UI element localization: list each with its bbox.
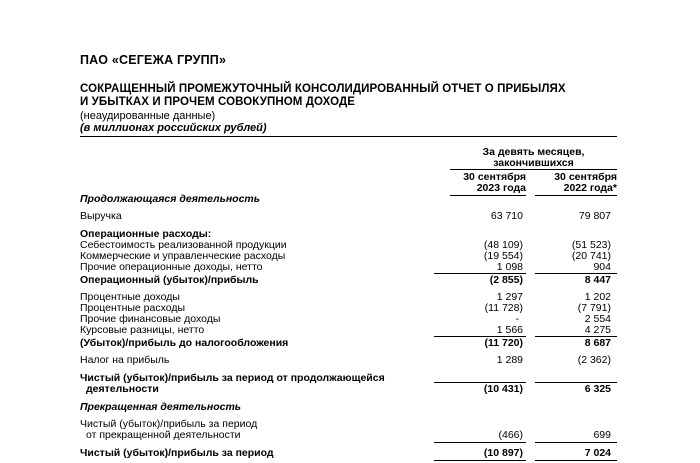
row-label: Себестоимость реализованной продукции bbox=[80, 239, 287, 251]
value-2023: - bbox=[515, 313, 519, 325]
row-label: Прочие финансовые доходы bbox=[80, 313, 221, 325]
report-subtitle: (неаудированные данные) bbox=[80, 110, 216, 122]
row-profit-before-tax bbox=[80, 337, 617, 349]
company-name: ПАО «СЕГЕЖА ГРУПП» bbox=[80, 53, 227, 67]
total-underline-2023 bbox=[434, 460, 526, 461]
col-2022-header-line1: 30 сентября bbox=[554, 171, 617, 183]
row-net-total bbox=[80, 447, 617, 459]
value-2023: (11 728) bbox=[484, 302, 523, 314]
row-label: (Убыток)/прибыль до налогообложения bbox=[80, 337, 289, 349]
value-2022: 8 447 bbox=[584, 274, 611, 286]
total-underline-2022 bbox=[535, 460, 617, 461]
value-2023: (19 554) bbox=[483, 250, 523, 262]
value-2022: 4 275 bbox=[584, 324, 611, 336]
row-label: Курсовые разницы, нетто bbox=[80, 324, 205, 336]
report-title-line2: И УБЫТКАХ И ПРОЧЕМ СОВОКУПНОМ ДОХОДЕ bbox=[80, 96, 356, 108]
row-label: Чистый (убыток)/прибыль за период bbox=[80, 447, 274, 459]
value-2022: 79 807 bbox=[578, 210, 611, 222]
value-2023: 1 297 bbox=[496, 291, 523, 303]
value-2022: (7 791) bbox=[577, 302, 611, 314]
value-2023: (10 431) bbox=[483, 383, 523, 395]
row-label: Операционные расходы: bbox=[80, 228, 212, 240]
title-divider bbox=[80, 136, 617, 137]
row-net-continuing bbox=[80, 383, 617, 395]
section-continuing bbox=[80, 193, 617, 205]
section-discontinued bbox=[80, 401, 617, 413]
row-label: Процентные доходы bbox=[80, 291, 180, 303]
value-2022: 2 554 bbox=[584, 313, 611, 325]
period-header-line1: За девять месяцев, bbox=[482, 146, 585, 158]
value-2022: (2 362) bbox=[577, 354, 611, 366]
value-2023: 63 710 bbox=[490, 210, 523, 222]
value-2023: 1 566 bbox=[496, 324, 523, 336]
value-2023: 1 289 bbox=[496, 354, 523, 366]
row-label: Коммерческие и управленческие расходы bbox=[80, 250, 286, 262]
subtotal-underline-2023 bbox=[434, 442, 526, 443]
row-revenue bbox=[80, 210, 617, 222]
row-label: от прекращенной деятельности bbox=[86, 429, 241, 441]
value-2023: (2 855) bbox=[489, 274, 523, 286]
period-header-line2: закончившихся bbox=[493, 157, 574, 169]
row-label: Операционный (убыток)/прибыль bbox=[80, 274, 259, 286]
row-label: Налог на прибыль bbox=[80, 354, 170, 366]
row-operating-profit bbox=[80, 274, 617, 286]
value-2022: 904 bbox=[593, 261, 611, 273]
col-2023-header-line1: 30 сентября bbox=[463, 171, 526, 183]
value-2022: 8 687 bbox=[584, 337, 611, 349]
value-2023: (466) bbox=[498, 429, 523, 441]
value-2022: 7 024 bbox=[584, 447, 611, 459]
value-2022: 699 bbox=[593, 429, 611, 441]
value-2022: (20 741) bbox=[571, 250, 611, 262]
row-label: Чистый (убыток)/прибыль за период bbox=[80, 418, 258, 430]
row-other-operating bbox=[80, 261, 617, 273]
value-2023: 1 098 bbox=[496, 261, 523, 273]
row-net-discontinued bbox=[80, 429, 617, 441]
row-label: Продолжающаяся деятельность bbox=[80, 193, 260, 205]
row-label: деятельности bbox=[86, 383, 159, 395]
row-label: Прекращенная деятельность bbox=[80, 401, 242, 413]
row-label: Выручка bbox=[80, 210, 122, 222]
value-2022: 1 202 bbox=[584, 291, 611, 303]
value-2022: (51 523) bbox=[571, 239, 611, 251]
value-2023: (48 109) bbox=[483, 239, 523, 251]
row-income-tax bbox=[80, 354, 617, 366]
col-2022-header-line2: 2022 года* bbox=[563, 182, 617, 194]
value-2022: 6 325 bbox=[584, 383, 611, 395]
report-title-line1: СОКРАЩЕННЫЙ ПРОМЕЖУТОЧНЫЙ КОНСОЛИДИРОВАННЫЙ ОТЧЕТ О ПРИБЫЛЯХ bbox=[80, 83, 566, 95]
value-2023: (10 897) bbox=[483, 447, 523, 459]
row-label: Процентные расходы bbox=[80, 302, 186, 314]
row-label: Прочие операционные доходы, нетто bbox=[80, 261, 263, 273]
subtotal-underline-2022 bbox=[535, 442, 617, 443]
period-header-underline bbox=[450, 169, 617, 170]
value-2023: (11 720) bbox=[484, 337, 523, 349]
row-fx bbox=[80, 324, 617, 336]
col-2023-header-line2: 2023 года bbox=[476, 182, 526, 194]
row-label: Чистый (убыток)/прибыль за период от продолжающейся bbox=[80, 372, 385, 384]
report-units: (в миллионах российских рублей) bbox=[80, 122, 267, 134]
